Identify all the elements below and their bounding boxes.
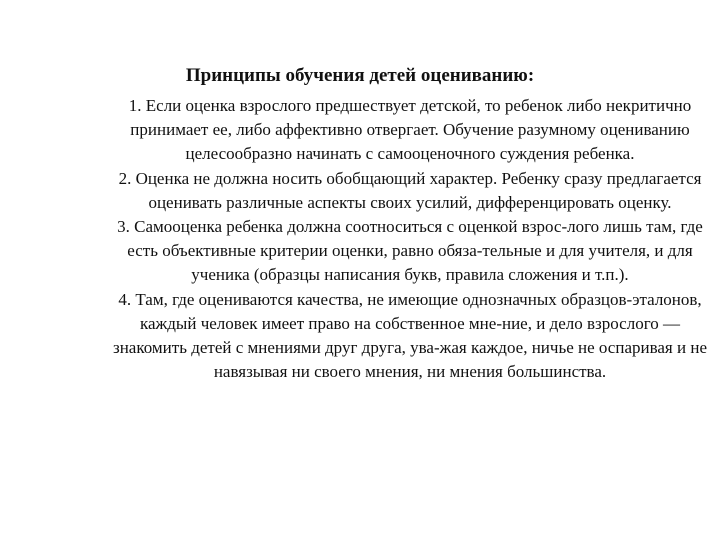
principle-3: 3. Самооценка ребенка должна соотноситься с оценкой взрос-лого лишь там, где есть объективные критерии оценки, равно обяза-тельные и для учителя, и для ученика (образцы написания букв, правила сложения и т.п.). — [117, 217, 703, 285]
slide-body — [110, 94, 710, 384]
principle-1: 1. Если оценка взрослого предшествует детской, то ребенок либо некритично принимает ее, либо аффективно отвергает. Обучение разумному оцениванию целесообразно начинать с самооценочного суждения ребенка. — [128, 96, 692, 164]
principle-4: 4. Там, где оцениваются качества, не имеющие однозначных образцов-эталонов, каждый человек имеет право на собственное мне-ние, и дело взрослого — знакомить детей с мнениями друг друга, ува-жая каждое, ничье не оспаривая и не навязывая ни своего мнения, ни мнения большинства. — [112, 289, 707, 382]
principle-2: 2. Оценка не должна носить обобщающий характер. Ребенку сразу предлагается оценивать различные аспекты своих усилий, дифференцировать оценку. — [118, 168, 702, 212]
slide-title: Принципы обучения детей оцениванию: — [185, 65, 535, 86]
